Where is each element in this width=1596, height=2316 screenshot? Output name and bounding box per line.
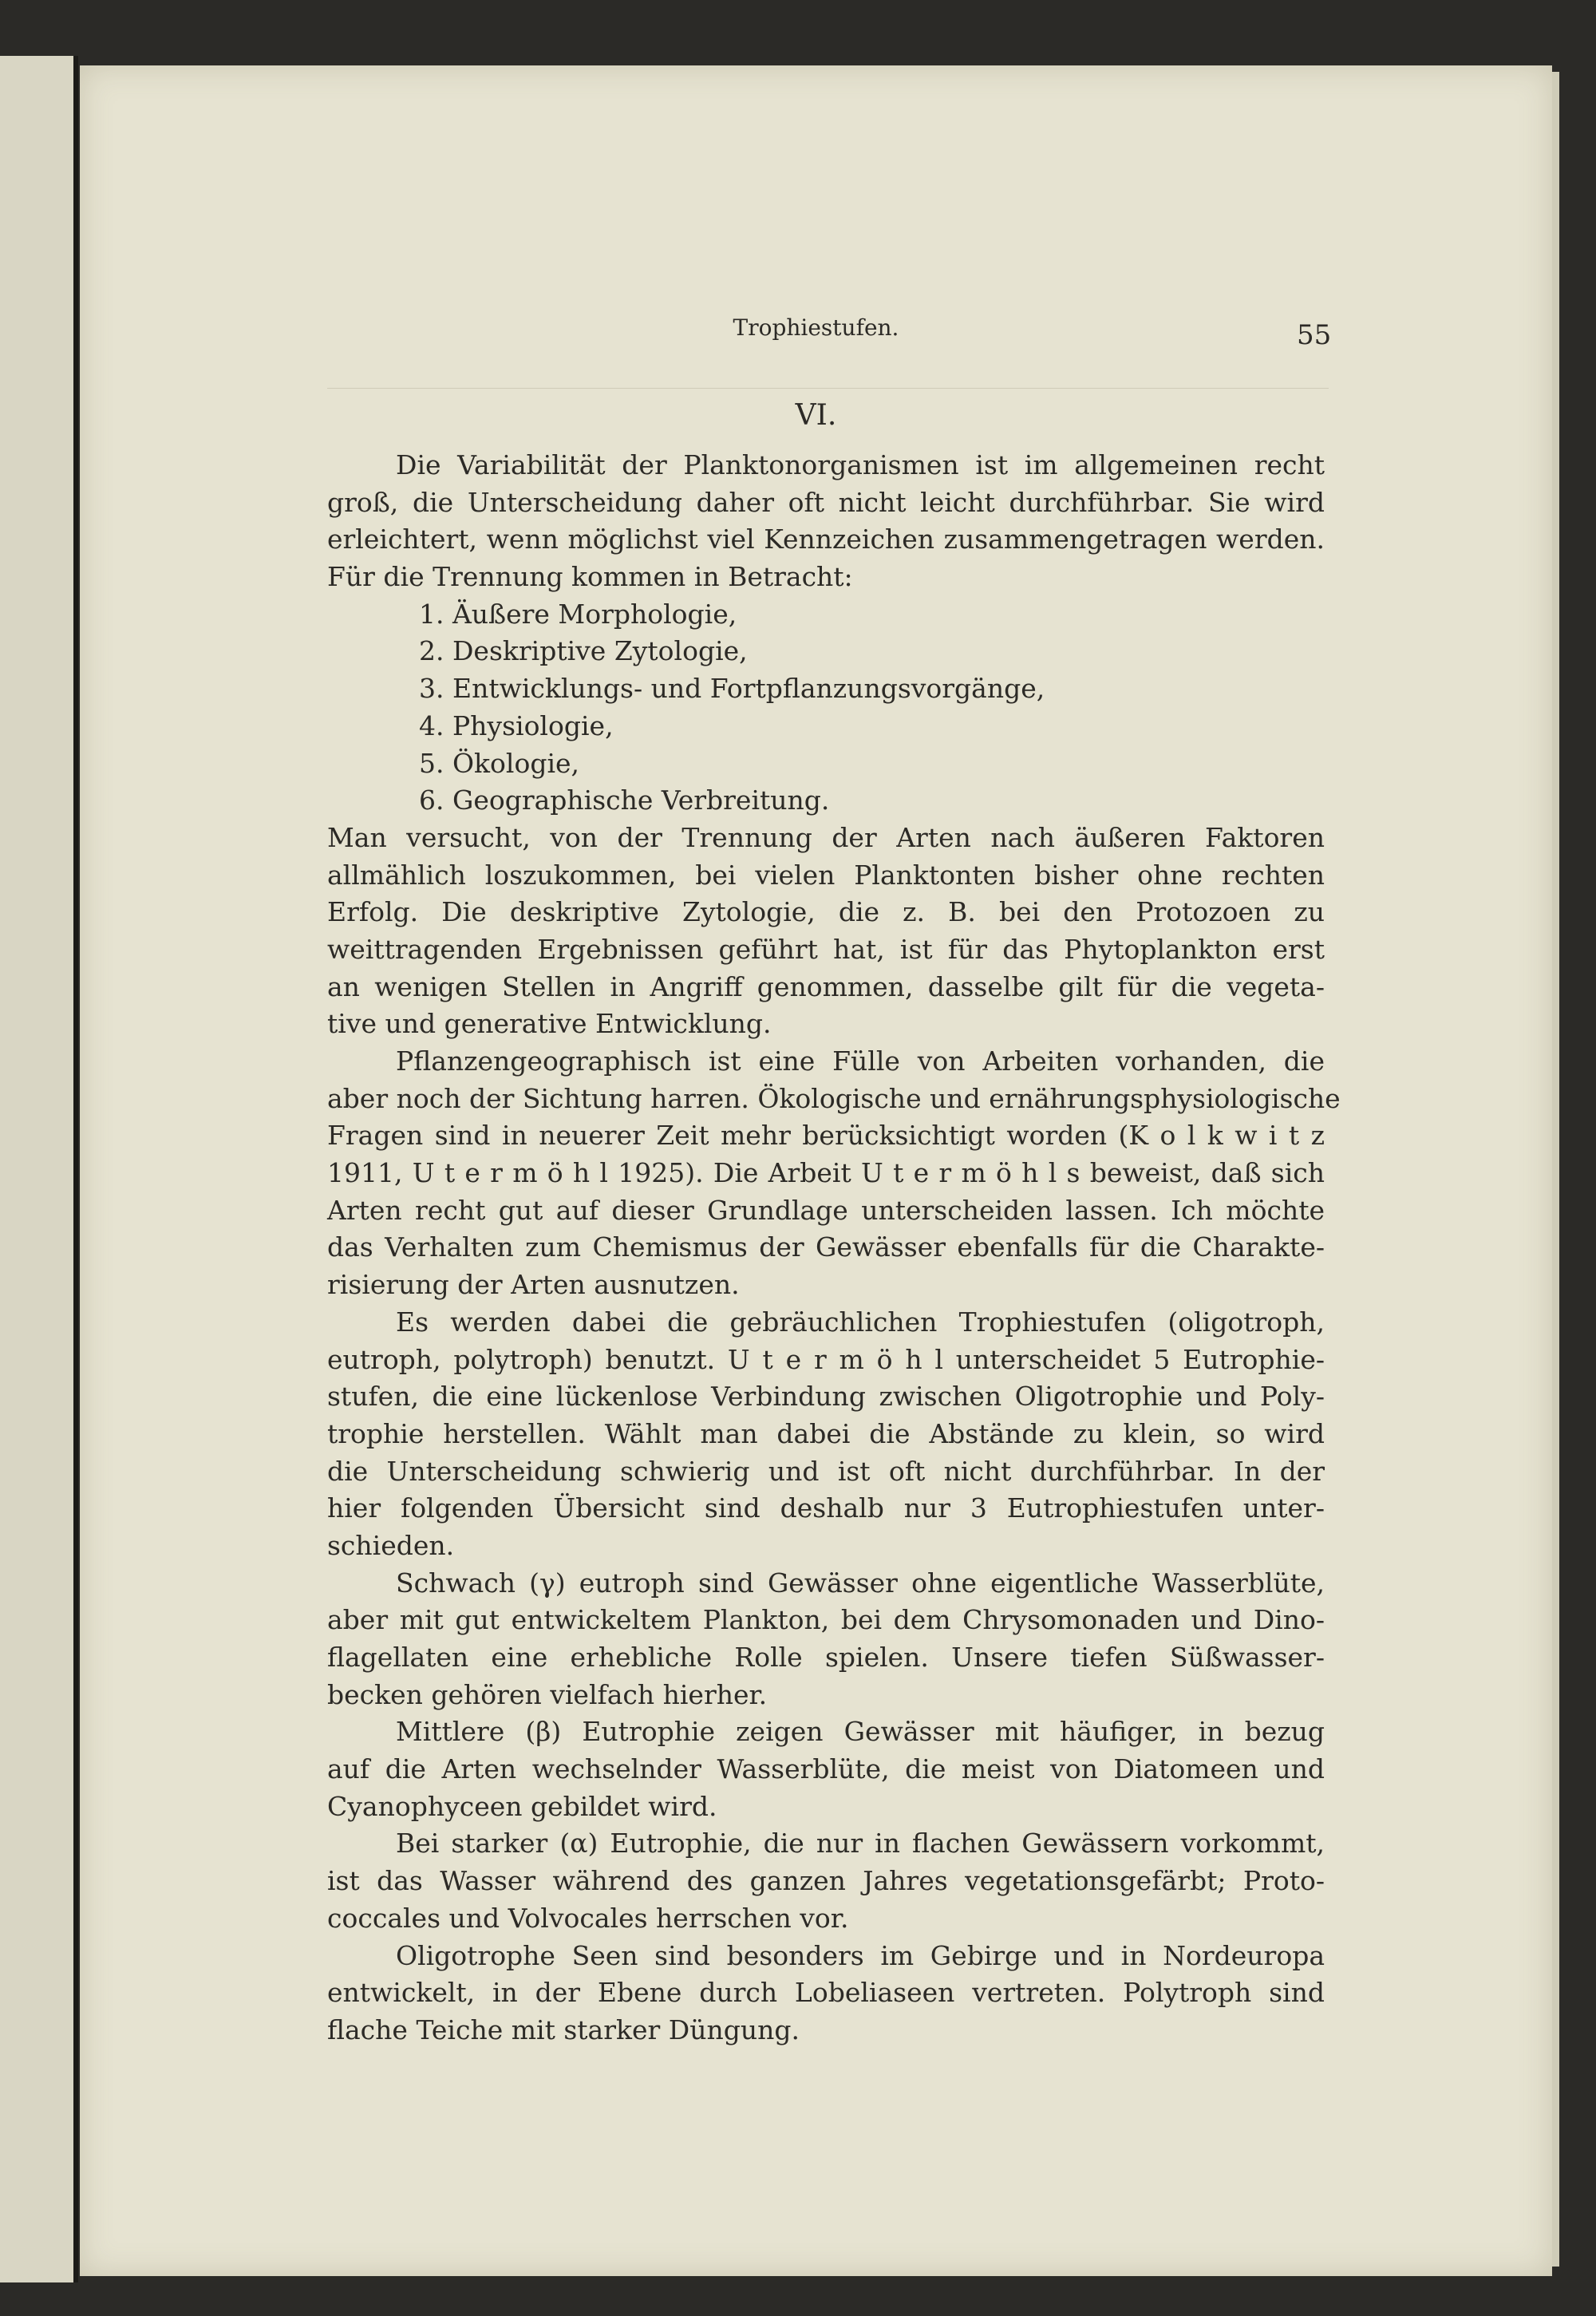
paragraph bbox=[327, 1043, 1341, 1304]
header-rule bbox=[327, 388, 1329, 389]
text-line: hier folgenden Übersicht sind deshalb nur 3 Eutrophiestufen unter- bbox=[327, 1492, 1325, 1524]
text-line: flache Teiche mit starker Düngung. bbox=[327, 2014, 800, 2045]
text-line: Erfolg. Die deskriptive Zytologie, die z. B. bei den Protozoen zu bbox=[327, 896, 1325, 928]
list-item: 4. Physiologie, bbox=[419, 709, 614, 741]
text-line: 1911, U t e r m ö h l 1925). Die Arbeit U t e r m ö h l s beweist, daß sich bbox=[327, 1157, 1325, 1189]
text-line: das Verhalten zum Chemismus der Gewässer ebenfalls für die Charakte- bbox=[327, 1231, 1325, 1263]
text-line: Man versucht, von der Trennung der Arten nach äußeren Faktoren bbox=[327, 821, 1325, 853]
numbered-list bbox=[327, 596, 1325, 820]
text-line: groß, die Unterscheidung daher oft nicht leicht durchführbar. Sie wird bbox=[327, 486, 1325, 518]
paragraph bbox=[327, 1713, 1325, 1825]
body-text bbox=[327, 447, 1341, 2049]
paragraph bbox=[327, 1938, 1325, 2049]
text-line: Pflanzengeographisch ist eine Fülle von Arbeiten vorhanden, die bbox=[396, 1045, 1325, 1077]
text-line: Mittlere (β) Eutrophie zeigen Gewässer mit häufiger, in bezug bbox=[396, 1716, 1325, 1748]
text-line: Arten recht gut auf dieser Grundlage unterscheiden lassen. Ich möchte bbox=[327, 1194, 1325, 1226]
paragraph bbox=[327, 1304, 1325, 1565]
running-head: Trophiestufen. bbox=[733, 314, 899, 341]
text-line: Für die Trennung kommen in Betracht: bbox=[327, 561, 853, 593]
text-line: risierung der Arten ausnutzen. bbox=[327, 1269, 740, 1301]
text-line: an wenigen Stellen in Angriff genommen, dasselbe gilt für die vegeta- bbox=[327, 970, 1325, 1002]
list-item: 3. Entwicklungs- und Fortpflanzungsvorgänge, bbox=[419, 673, 1045, 705]
text-line: tive und generative Entwicklung. bbox=[327, 1008, 772, 1040]
text-line: trophie herstellen. Wählt man dabei die Abstände zu klein, so wird bbox=[327, 1417, 1325, 1449]
text-line: die Unterscheidung schwierig und ist oft nicht durchführbar. In der bbox=[327, 1455, 1325, 1487]
text-line: ist das Wasser während des ganzen Jahres vegetationsgefärbt; Proto- bbox=[327, 1865, 1325, 1897]
list-item: 5. Ökologie, bbox=[419, 747, 580, 779]
text-line: Fragen sind in neuerer Zeit mehr berücksichtigt worden (K o l k w i t z bbox=[327, 1120, 1325, 1152]
text-line: aber mit gut entwickeltem Plankton, bei dem Chrysomonaden und Dino- bbox=[327, 1604, 1325, 1636]
text-line: coccales und Volvocales herrschen vor. bbox=[327, 1902, 849, 1934]
paragraph bbox=[327, 1825, 1325, 1937]
text-line: Bei starker (α) Eutrophie, die nur in flachen Gewässern vorkommt, bbox=[396, 1828, 1325, 1860]
book-page bbox=[80, 65, 1552, 2276]
paragraph bbox=[327, 820, 1325, 1043]
text-line: Die Variabilität der Planktonorganismen ist im allgemeinen recht bbox=[396, 449, 1325, 480]
facing-page-edge bbox=[0, 56, 78, 2282]
text-line: becken gehören vielfach hierher. bbox=[327, 1678, 768, 1710]
paragraph bbox=[327, 447, 1325, 596]
text-line: stufen, die eine lückenlose Verbindung zwischen Oligotrophie und Poly- bbox=[327, 1381, 1325, 1413]
text-line: Oligotrophe Seen sind besonders im Gebirge und in Nordeuropa bbox=[396, 1939, 1325, 1971]
list-item: 6. Geographische Verbreitung. bbox=[419, 785, 830, 816]
text-line: entwickelt, in der Ebene durch Lobeliaseen vertreten. Polytroph sind bbox=[327, 1977, 1325, 2009]
page-number: 55 bbox=[1297, 319, 1332, 351]
text-line: erleichtert, wenn möglichst viel Kennzeichen zusammengetragen werden. bbox=[327, 524, 1325, 555]
paragraph bbox=[327, 1565, 1325, 1714]
section-title: VI. bbox=[795, 399, 837, 432]
text-line: eutroph, polytroph) benutzt. U t e r m ö h l unterscheidet 5 Eutrophie- bbox=[327, 1343, 1325, 1375]
text-line: auf die Arten wechselnder Wasserblüte, die meist von Diatomeen und bbox=[327, 1753, 1325, 1785]
list-item: 1. Äußere Morphologie, bbox=[419, 598, 737, 630]
text-line: Schwach (γ) eutroph sind Gewässer ohne eigentliche Wasserblüte, bbox=[396, 1567, 1325, 1599]
text-line: flagellaten eine erhebliche Rolle spielen. Unsere tiefen Süßwasser- bbox=[327, 1642, 1325, 1673]
text-line: allmählich loszukommen, bei vielen Planktonten bisher ohne rechten bbox=[327, 859, 1325, 891]
text-line: aber noch der Sichtung harren. Ökologische und ernährungsphysiologische bbox=[327, 1082, 1341, 1114]
text-line: Cyanophyceen gebildet wird. bbox=[327, 1790, 717, 1822]
text-line: schieden. bbox=[327, 1529, 455, 1561]
text-line: weittragenden Ergebnissen geführt hat, ist für das Phytoplankton erst bbox=[327, 933, 1325, 965]
text-line: Es werden dabei die gebräuchlichen Trophiestufen (oligotroph, bbox=[396, 1306, 1325, 1338]
list-item: 2. Deskriptive Zytologie, bbox=[419, 635, 748, 667]
